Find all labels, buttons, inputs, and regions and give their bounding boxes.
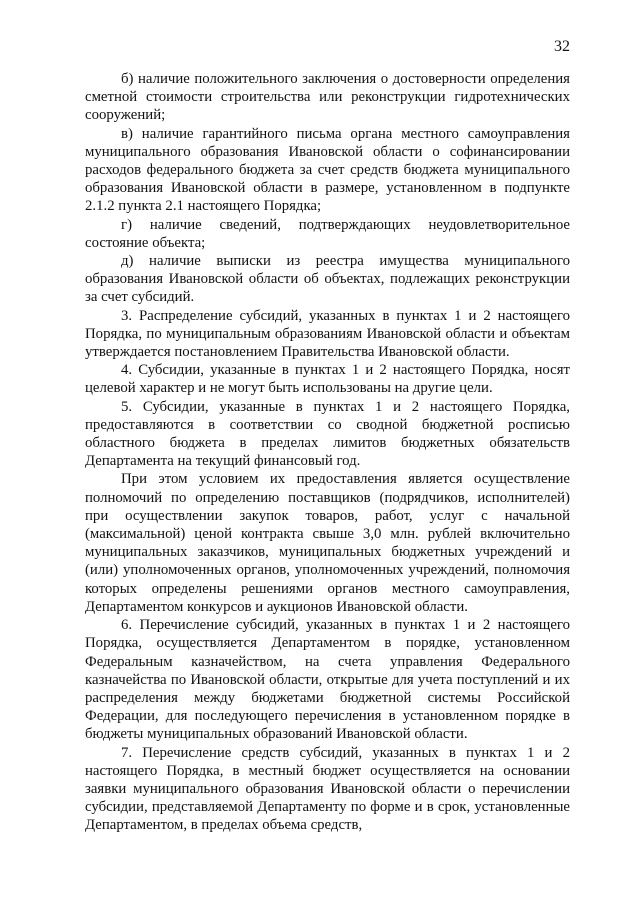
- paragraph-item-d: д) наличие выписки из реестра имущества муниципального образования Ивановской области об объектах, подлежащих реконструкции за счет субсидий.: [85, 253, 570, 306]
- paragraph-item-g: г) наличие сведений, подтверждающих неудовлетворительное состояние объекта;: [85, 216, 570, 251]
- paragraph-section-5-condition: При этом условием их предоставления является осуществление полномочий по определению поставщиков (подрядчиков, исполнителей) при осуществлении закупок товаров, работ, услуг с начальной (максимальной) ценой контракта свыше 3,0 млн. рублей включительно муниципальных заказчиков, муниципальных бюджетных учреждений и (или) уполномоченных органов, уполномоченных учреждений, полномочия которых определены решениями органов местного самоуправления, Департаментом конкурсов и аукционов Ивановской области.: [85, 471, 570, 615]
- paragraph-section-7: 7. Перечисление средств субсидий, указанных в пунктах 1 и 2 настоящего Порядка, в местный бюджет осуществляется на основании заявки муниципального образования Ивановской области о перечислении субсидии, представляемой Департаменту по форме и в срок, установленные Департаментом, в пределах объема средств,: [85, 744, 570, 834]
- page-number: 32: [554, 38, 570, 55]
- paragraph-section-6: 6. Перечисление субсидий, указанных в пунктах 1 и 2 настоящего Порядка, осуществляется Департаментом в порядке, установленном Федеральным казначейством, на счета управления Федерального казначейства по Ивановской области, открытые для учета поступлений и их распределения между бюджетами бюджетной системы Российской Федерации, для последующего перечисления в установленном порядке в бюджеты муниципальных образований Ивановской области.: [85, 617, 570, 743]
- paragraph-section-5: 5. Субсидии, указанные в пунктах 1 и 2 настоящего Порядка, предоставляются в соответствии со сводной бюджетной росписью областного бюджета в пределах лимитов бюджетных обязательств Департамента на текущий финансовый год.: [85, 398, 570, 470]
- paragraph-section-3: 3. Распределение субсидий, указанных в пунктах 1 и 2 настоящего Порядка, по муниципальным образованиям Ивановской области и объектам утверждается постановлением Правительства Ивановской области.: [85, 307, 570, 361]
- document-body: [85, 70, 570, 835]
- paragraph-item-b: б) наличие положительного заключения о достоверности определения сметной стоимости строительства или реконструкции гидротехнических сооружений;: [85, 71, 570, 124]
- paragraph-item-v: в) наличие гарантийного письма органа местного самоуправления муниципального образования Ивановской области о софинансировании расходов федерального бюджета за счет средств бюджета муниципального образования Ивановской области в размере, установленном в подпункте 2.1.2 пункта 2.1 настоящего Порядка;: [85, 125, 570, 215]
- paragraph-section-4: 4. Субсидии, указанные в пунктах 1 и 2 настоящего Порядка, носят целевой характер и не могут быть использованы на другие цели.: [85, 362, 570, 397]
